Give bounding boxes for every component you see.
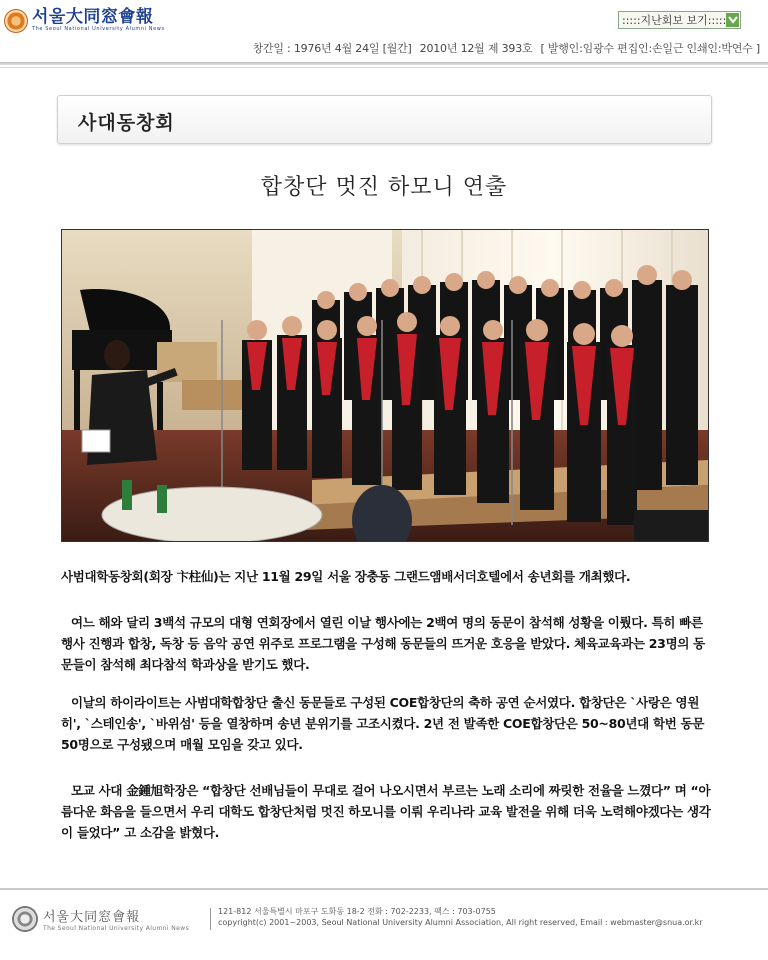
section-title: 사대동창회 <box>78 112 175 134</box>
choir-photo <box>61 229 709 542</box>
pub-staff: [ 발행인:임광수 편집인:손일근 인쇄인:박연수 ] <box>540 42 760 55</box>
section-header <box>57 95 712 144</box>
archive-dropdown-label: :::::지난회보 보기::::: <box>622 14 727 27</box>
header-divider-thin <box>0 67 768 68</box>
university-emblem-icon <box>4 9 28 33</box>
article-paragraph: 사범대학동창회(회장 卞柱仙)는 지난 11월 29일 서울 장충동 그랜드앰배서더호텔에서 송년회를 개최했다. <box>61 569 631 584</box>
pub-issue: 2010년 12월 제 393호 <box>419 42 533 55</box>
article-title: 합창단 멋진 하모니 연출 <box>260 175 508 200</box>
logo-title: 서울大同窓會報 <box>32 7 154 27</box>
page-header <box>0 0 768 70</box>
chevron-down-icon[interactable] <box>726 13 739 27</box>
article-paragraph: 모교 사대 金鍾旭학장은 “합창단 선배님들이 무대로 걸어 나오시면서 부르는 노래 소리에 짜릿한 전율을 느꼈다” 며 “아름다운 화음을 들으면서 우리 대학도 합창단처럼 멋진 하모니를 이뤄 우리나라 교육 발전을 위해 더욱 노력해야겠다는 생각이 들었다” 고 소감을 밝혔다. <box>61 783 711 840</box>
footer-copyright: copyright(c) 2001~2003, Seoul National University Alumni Association, All right reserved, Email : webmaster@snua.or.kr <box>218 918 703 927</box>
publication-info <box>244 40 760 56</box>
article-paragraph: 이날의 하이라이트는 사범대학합창단 출신 동문들로 구성된 COE합창단의 축하 공연 순서였다. 합창단은 `사랑은 영원히', `스테인송', `바위섬' 등을 열창하며 송년 분위기를 고조시켰다. 2년 전 발족한 COE합창단은 50~80년대 학번 동문 50명으로 구성됐으며 매월 모임을 갖고 있다. <box>61 695 705 752</box>
newspaper-logo[interactable] <box>4 8 165 33</box>
pub-founded: 창간일 : 1976년 4월 24일 [월간] <box>252 42 412 55</box>
archive-dropdown[interactable] <box>618 11 741 29</box>
footer-logo <box>12 906 189 932</box>
footer-address: 121-812 서울특별시 마포구 도화동 18-2 전화 : 702-2233, 팩스 : 703-0755 <box>218 907 496 916</box>
footer-brand: 서울大同窓會報 <box>43 910 141 925</box>
header-divider <box>0 62 768 65</box>
footer-brand-sub: The Seoul National University Alumni News <box>43 925 190 932</box>
university-emblem-icon <box>12 906 38 932</box>
logo-subtitle: The Seoul National University Alumni News <box>32 26 165 32</box>
footer-divider <box>0 888 768 890</box>
page-footer <box>0 892 768 960</box>
footer-separator <box>210 908 211 930</box>
article-paragraph: 여느 해와 달리 3백석 규모의 대형 연회장에서 열린 이날 행사에는 2백여 명의 동문이 참석해 성황을 이뤘다. 특히 빠른 행사 진행과 합창, 독창 등 음악 공연 위주로 프로그램을 구성해 동문들의 뜨거운 호응을 받았다. 체육교육과는 23명의 동문들이 참석해 최다참석 학과상을 받기도 했다. <box>61 615 705 672</box>
footer-info <box>218 906 703 928</box>
